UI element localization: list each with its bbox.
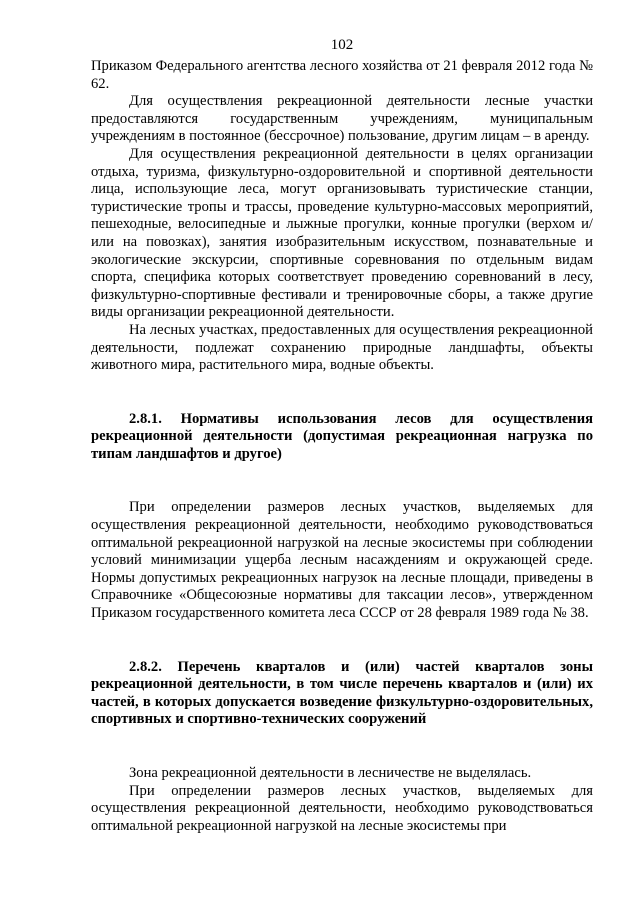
intro-paragraph-preservation: На лесных участках, предоставленных для осуществления рекреационной деятельности, подлежат сохранению природные ландшафты, объекты животного мира, растительного мира, водные объекты. <box>91 321 593 374</box>
section-2-8-2-paragraph-zone: Зона рекреационной деятельности в лесничестве не выделялась. <box>129 765 532 781</box>
section-2-8-1-paragraph: При определении размеров лесных участков, выделяемых для осуществления рекреационной деятельности, необходимо руководствоваться оптимальной рекреационной нагрузкой на лесные экосистемы при соблюдении условий минимизации ущерба лесным насаждениям и окружающей среде. Нормы допустимых рекреационных нагрузок на лесные площади, приведены в Справочнике «Общесоюзные нормативы для таксации лесов», утвержденном Приказом государственного комитета леса СССР от 28 февраля 1989 года № 38. <box>91 499 593 622</box>
intro-paragraph-land-provision: Для осуществления рекреационной деятельности лесные участки предоставляются государственным учреждениям, муниципальным учреждениям в постоянное (бессрочное) пользование, другим лицам – в аренду. <box>91 93 593 145</box>
section-2-8-2-heading: 2.8.2. Перечень кварталов и (или) частей кварталов зоны рекреационной деятельности, в том числе перечень кварталов и (или) их частей, в которых допускается возведение физкультурно-оздоровительных, спортивных и спортивно-технических сооружений <box>91 658 593 728</box>
section-2-8-1-heading: 2.8.1. Нормативы использования лесов для осуществления рекреационной деятельности (допустимая рекреационная нагрузка по типам ландшафтов и другое) <box>91 410 593 462</box>
intro-paragraph-recreation-activities: Для осуществления рекреационной деятельности в целях организации отдыха, туризма, физкультурно-оздоровительной и спортивной деятельности лица, использующие леса, могут организовывать туристические станции, туристические тропы и трассы, проведение культурно-массовых мероприятий, пешеходные, велосипедные и лыжные прогулки, конные прогулки (верхом и/или на повозках), занятия изобразительным искусством, познавательные и экологические экскурсии, спортивные соревнования по отдельным видам спорта, специфика которых соответствует проведению соревнований в лесу, физкультурно-спортивные фестивали и тренировочные сборы, а также другие виды организации рекреационной деятельности. <box>91 145 593 321</box>
section-2-8-2-paragraph-norms: При определении размеров лесных участков, выделяемых для осуществления рекреационной деятельности, необходимо руководствоваться оптимальной рекреационной нагрузкой на лесные экосистемы при <box>91 782 593 834</box>
page-number: 102 <box>330 37 354 53</box>
intro-paragraph-continuation: Приказом Федерального агентства лесного хозяйства от 21 февраля 2012 года № 62. <box>91 58 593 92</box>
